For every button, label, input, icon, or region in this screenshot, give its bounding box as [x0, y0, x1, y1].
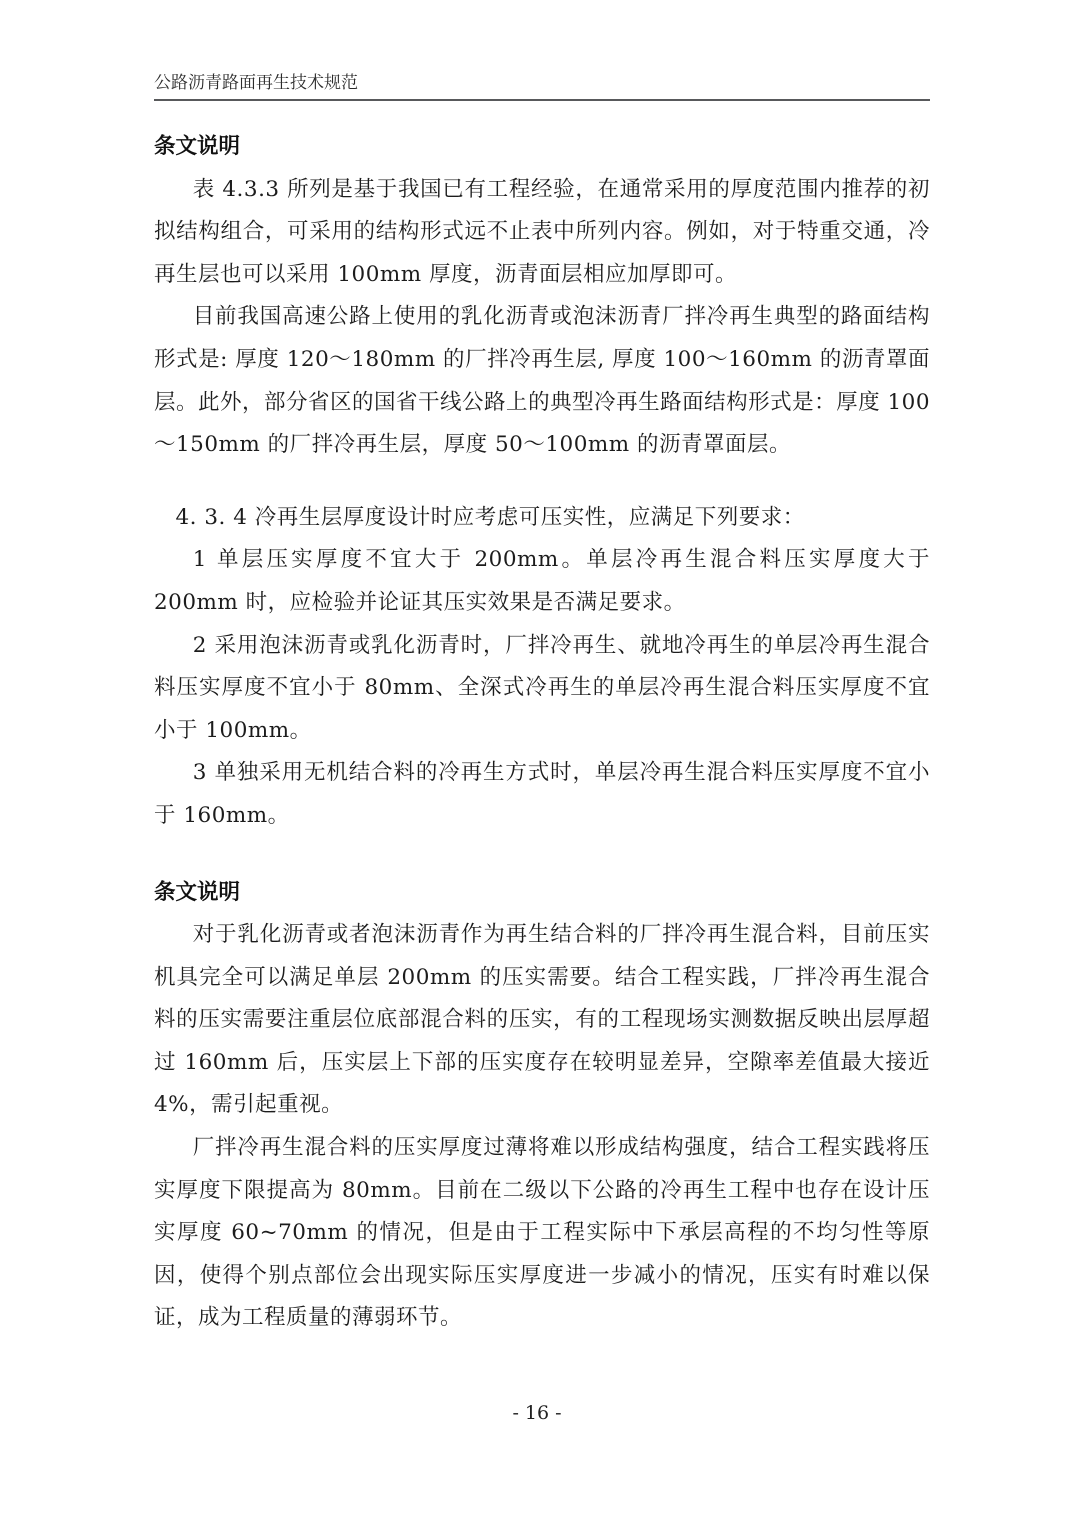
- page-number: - 16 -: [512, 1402, 562, 1424]
- clause-4-3-4-item-1: 1 单层压实厚度不宜大于 200mm。单层冷再生混合料压实厚度大于 200mm 时，应检验并论证其压实效果是否满足要求。: [154, 547, 930, 615]
- clause-4-3-4-heading: 4. 3. 4 冷再生层厚度设计时应考虑可压实性，应满足下列要求：: [175, 504, 805, 530]
- running-header-title: 公路沥青路面再生技术规范: [154, 73, 358, 93]
- commentary-heading-2: 条文说明: [154, 879, 241, 905]
- clause-4-3-4-item-3: 3 单独采用无机结合料的冷再生方式时，单层冷再生混合料压实厚度不宜小于 160mm。: [154, 760, 930, 828]
- running-header: [154, 72, 930, 101]
- commentary-2-paragraph-2: 厂拌冷再生混合料的压实厚度过薄将难以形成结构强度，结合工程实践将压实厚度下限提高为 80mm。目前在二级以下公路的冷再生工程中也存在设计压实厚度 60~70mm 的情况，但是由于工程实际中下承层高程的不均匀性等原因，使得个别点部位会出现实际压实厚度进一步减小的情况，压实有时难以保证，成为工程质量的薄弱环节。: [154, 1135, 930, 1331]
- page-footer: [0, 1400, 1074, 1426]
- commentary-1-paragraph-1: 表 4.3.3 所列是基于我国已有工程经验，在通常采用的厚度范围内推荐的初拟结构组合，可采用的结构形式远不止表中所列内容。例如，对于特重交通，冷再生层也可以采用 100mm 厚度，沥青面层相应加厚即可。: [154, 176, 930, 287]
- commentary-heading-1: 条文说明: [154, 134, 241, 159]
- page-content: [154, 126, 930, 1340]
- commentary-1-paragraph-2: 目前我国高速公路上使用的乳化沥青或泡沫沥青厂拌冷再生典型的路面结构形式是: 厚度 120～180mm 的厂拌冷再生层, 厚度 100～160mm 的沥青罩面层。此外，部分省区的国省干线公路上的典型冷再生路面结构形式是：厚度 100～150mm 的厂拌冷再生层，厚度 50～100mm 的沥青罩面层。: [154, 304, 930, 458]
- commentary-2-paragraph-1: 对于乳化沥青或者泡沫沥青作为再生结合料的厂拌冷再生混合料，目前压实机具完全可以满足单层 200mm 的压实需要。结合工程实践，厂拌冷再生混合料的压实需要注重层位底部混合料的压实，有的工程现场实测数据反映出层厚超过 160mm 后，压实层上下部的压实度存在较明显差异，空隙率差值最大接近 4%，需引起重视。: [154, 922, 930, 1118]
- clause-4-3-4-item-2: 2 采用泡沫沥青或乳化沥青时，厂拌冷再生、就地冷再生的单层冷再生混合料压实厚度不宜小于 80mm、全深式冷再生的单层冷再生混合料压实厚度不宜小于 100mm。: [154, 632, 930, 743]
